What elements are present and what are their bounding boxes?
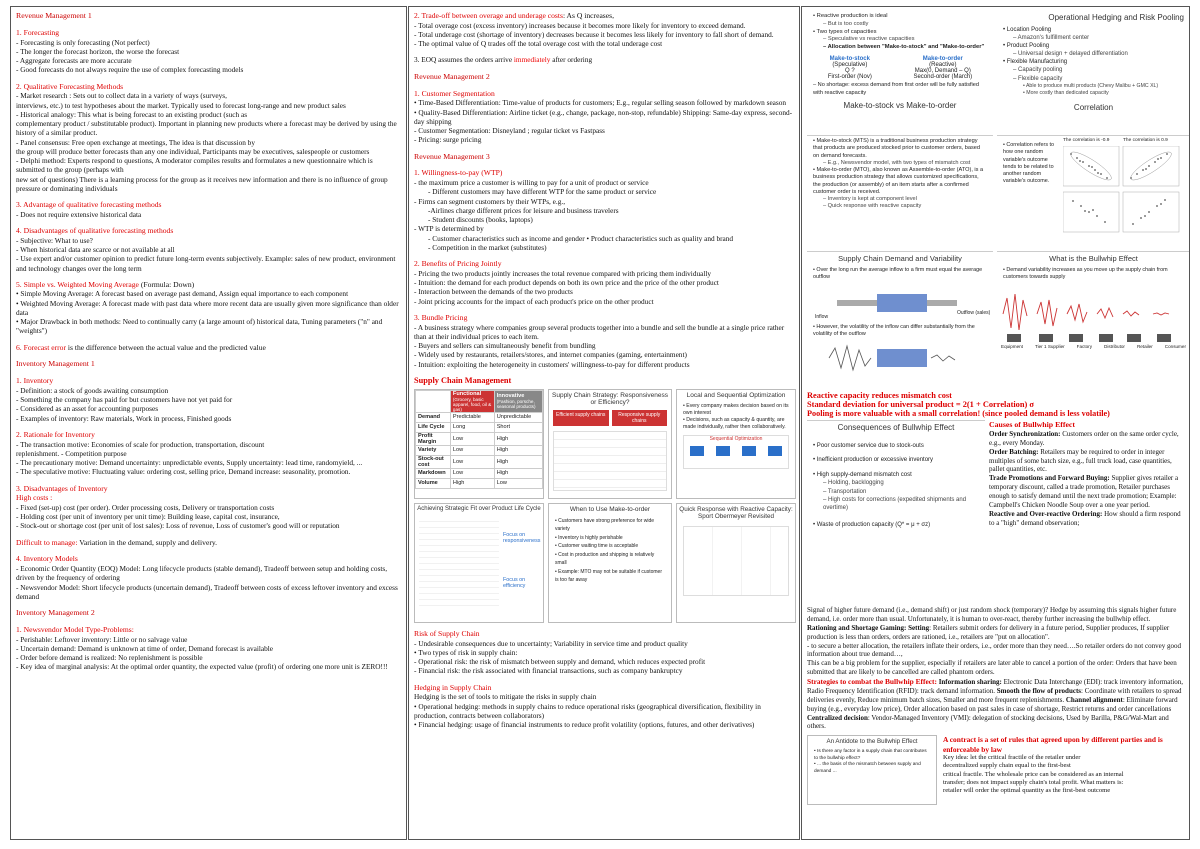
cause-item: Order Batching: Retailers may be required to order in integer multiples of some batch size, e.g., full truck load, case quantities, pallet quantities, etc. — [989, 447, 1172, 474]
section-heading: 2. Benefits of Pricing Jointly — [414, 259, 502, 269]
section-line: - The optimal value of Q trades off the total overage cost with the total underage cost — [414, 39, 663, 49]
max-demand-label: Max(0, Demand – Q) — [914, 68, 971, 75]
cause-item: Reactive and Over-reactive Ordering: How should a firm respond to a "high" demand observation; — [989, 509, 1181, 527]
section-heading: 5. Simple vs. Weighted Moving Average (Formula: Down) — [16, 279, 195, 289]
slide-functional-vs-innovative — [414, 389, 544, 499]
bullwhip-strategies: Strategies to combat the Bullwhip Effect: Information sharing: Electronic Data Interchange (EDI): track inventory information, Radio Frequency Identification (RFID): track demand information. Smooth the flow of products: Coordinate with retailers to spread deliveries evenly, Reduce minimum batch sizes, Smaller and more frequent replenishments. Channel alignment: Eliminate forward buying (e.g., everyday low price), Order allocation based on past sales in case of shortage, Restrict returns and order cancellations Centralized decision: Vendor-Managed Inventory (VMI): delegation of stocking decisions, Used by Barilla, P&G/Wal-Mart and others. — [807, 677, 1184, 731]
lifecycle-text-block — [419, 516, 499, 606]
bold-term: Order Batching: — [989, 447, 1039, 456]
contract-line: critical fractile. The wholesale price can be considered as an internal — [943, 770, 1124, 778]
section-line: - Stock-out or shortage cost (per unit of lost sales): Loss of revenue, Loss of customer's good will or reputation — [16, 521, 340, 531]
q-label: Q ? — [844, 68, 855, 75]
table-cell: Predictable — [450, 412, 494, 422]
col2-section — [414, 89, 794, 145]
section-line: - The transaction motive: Economies of scale for production, transportation, discount — [16, 439, 265, 449]
col2-section — [414, 152, 794, 162]
table-row — [416, 432, 543, 445]
cause-item: This can be a big problem for the supplier, especially if retailers are later able to cancel a portion of the order: Orders that have been submitted that are likely to be cancelled are called phantom orders. — [807, 659, 1177, 677]
col1-section — [16, 376, 401, 423]
section-subheading: High costs : — [16, 493, 53, 503]
responsive-label: Responsive supply chains — [612, 410, 668, 426]
pooling-note: Pooling is more valuable with a small correlation! (since pooled demand is less volatile) — [807, 409, 1110, 418]
section-line: - Use expert and/or customer opinion to predict future long-term events subjectively. Example: sales of new product, environment and technology changes over the long term — [16, 254, 396, 273]
slide-line: • Make-to-stock (MTS) is a traditional business production strategy that products are produced stocked prior to customer orders, based on demand forecasts. — [813, 138, 980, 159]
slide-line: – Capacity pooling — [1013, 67, 1063, 74]
stage-label: Distributor — [1104, 343, 1125, 349]
section-heading: 1. Inventory — [16, 376, 54, 386]
section-line: -Airlines charge different prices for leisure and business travelers — [428, 205, 619, 215]
col1-section — [16, 280, 401, 336]
col1-section — [16, 359, 401, 369]
col2-section — [414, 259, 794, 306]
slide-line: • Two types of capacities — [813, 28, 877, 35]
section-line: - Definition: a stock of goods awaiting consumption — [16, 385, 169, 395]
cause-item: Order Synchronization: Customers order on the same order cycle, e.g., every Monday. — [989, 429, 1179, 447]
table-row — [416, 455, 543, 468]
causes-of-bullwhip — [989, 420, 1184, 606]
make-to-order-label: Make-to-order — [922, 56, 963, 63]
col2-section — [414, 72, 794, 82]
col2-section — [414, 11, 794, 48]
bold-term: Trade Promotions and Forward Buying: — [989, 474, 1110, 483]
heading-suffix: Variation in the demand, supply and delivery. — [77, 537, 218, 547]
slide-line: • Decisions, such as capacity & quantity, are made individually, rather then collaboratively. — [683, 416, 786, 430]
table-cell: Variety — [416, 445, 451, 455]
table-cell: Low — [494, 478, 542, 488]
section-line: - Different customers may have different WTP for the same product or service — [428, 187, 657, 197]
section-line: - Customer Segmentation: Disneyland ; regular ticket vs Fastpass — [414, 126, 605, 136]
section-heading: Inventory Management 2 — [16, 608, 95, 618]
cause-item: Signal of higher future demand (i.e., demand shift) or just random shock (temporary)? Hedge by assuming this signals higher future demand, i.e. order more than usual. Unfortunately, it is human to over-react, thereby further increasing the bullwhip effect. — [807, 606, 1177, 623]
table-cell: Long — [450, 422, 494, 432]
col1-section — [16, 82, 401, 194]
slide-line: • Poor customer service due to stock-outs — [813, 443, 924, 449]
section-heading: 6. Forecast error is the difference between the actual value and the predicted value — [16, 342, 266, 352]
highlight: immediately — [513, 55, 551, 65]
slide-mts-mto-definitions — [807, 135, 993, 247]
table-cell: High — [450, 478, 494, 488]
section-heading: 2. Rationale for Inventory — [16, 429, 95, 439]
section-line: - When historical data are scarce or not available at all — [16, 244, 175, 254]
inflow-label: Inflow — [815, 314, 829, 320]
table-cell: Stock-out cost — [416, 455, 451, 468]
section-line: • Two types of risk in supply chain: — [414, 647, 518, 657]
section-line: interviews, etc.) to test hypotheses about the market. Typically used to forecast long-range and new product sales — [16, 100, 346, 110]
strategy-comparison-table — [553, 431, 667, 491]
section-line: - Interaction between the demands of the two products — [414, 287, 573, 297]
table-cell: Volume — [416, 478, 451, 488]
slide-strategic-fit — [414, 503, 544, 623]
section-heading: Inventory Management 1 — [16, 359, 95, 369]
contract-line: transfer; does not impact supply chain's total profit. What matters is: — [943, 779, 1124, 787]
section-line: - Historical analogy: This what is being forecast to an existing product (such as — [16, 109, 248, 119]
causes-title: Causes of Bullwhip Effect — [989, 420, 1075, 429]
pooling-notes — [807, 391, 1184, 418]
contract-title: A contract is a set of rules that agreed upon by different parties and is enforceable by law — [943, 735, 1163, 754]
section-heading: 3. Disadvantages of Inventory — [16, 483, 108, 493]
table-cell: Short — [494, 422, 542, 432]
slide-demand-variability — [807, 251, 993, 387]
col1-section — [16, 608, 401, 618]
strategy-term: Channel alignment — [1065, 695, 1123, 704]
section-line: - Perishable: Leftover inventory: Little or no salvage value — [16, 634, 188, 644]
slide-line: • Inefficient production or excessive inventory — [813, 457, 934, 464]
slide-line: – Transportation — [823, 488, 867, 495]
section-line: - Intuition: exploiting the heterogeneity in customers' willingness-to-pay for different products — [414, 359, 690, 369]
column-3 — [801, 6, 1190, 840]
correlation-title: Correlation — [1073, 102, 1114, 112]
section-line: the group will produce better forecasts than any one individual, Participants may be executives, salespeople or customers — [16, 146, 370, 156]
stage-label: Tier 1 Supplier — [1034, 343, 1065, 349]
section-line: - Aggregate forecasts are more accurate — [16, 56, 132, 66]
section-line: - The longer the forecast horizon, the worse the forecast — [16, 46, 180, 56]
slide-title: Supply Chain Strategy: Responsiveness or Efficiency? — [552, 391, 668, 406]
table-cell: Low — [450, 468, 494, 478]
slide-line: • Cost in production and shipping is relatively small — [555, 551, 655, 567]
header-functional: Functional (Grocery, basic apparel, food, oil & gas) — [450, 390, 494, 412]
col1-section — [16, 343, 401, 353]
slide-title: An Antidote to the Bullwhip Effect — [826, 738, 918, 746]
column-1 — [10, 6, 407, 840]
functional-innovative-table — [415, 390, 543, 489]
strategies-title: Strategies to combat the Bullwhip Effect: — [807, 677, 937, 686]
column-2-bottom-notes — [414, 629, 794, 729]
first-order-label: First-order (Nov) — [827, 74, 872, 81]
correlation-label-negative: The correlation is -0.9 — [1063, 138, 1110, 143]
col2b-section — [414, 629, 794, 676]
section-heading: 1. Willingness-to-pay (WTP) — [414, 168, 503, 178]
section-line: - Considered as an asset for accounting purposes — [16, 404, 159, 414]
slide-line: – But is too costly — [823, 20, 869, 27]
slide-line: • Flexible Manufacturing — [1003, 59, 1068, 66]
strategy-term: Centralized decision — [807, 713, 868, 722]
reactive-capacity-note: Reactive capacity reduces mismatch cost — [807, 391, 952, 400]
col1-section — [16, 11, 401, 21]
section-heading: 2. Trade-off between overage and underage costs: As Q increases, — [414, 11, 614, 20]
section-line: - Pricing: surge pricing — [414, 135, 482, 145]
section-line: • Weighted Moving Average: A forecast made with past data where more recent data are usually given more significance than older data — [16, 298, 399, 317]
table-cell: High — [494, 445, 542, 455]
table-cell: Low — [450, 432, 494, 445]
section-line: new set of questions) There is a learning process for the group as it receives new information and there is no influence of group pressure or dominating individuals — [16, 174, 388, 193]
slide-bullwhip — [997, 251, 1190, 387]
strategy-term: Smooth the flow of products — [996, 686, 1081, 695]
slide-line: • Location Pooling — [1003, 27, 1052, 33]
section-heading: 1. Forecasting — [16, 27, 60, 37]
section-line: - Does not require extensive historical data — [16, 209, 142, 219]
bold-term: Reactive and Over-reactive Ordering: — [989, 509, 1103, 518]
stage-label: Factory — [1076, 343, 1092, 349]
slide-line: – Universal design + delayed differentiation — [1013, 51, 1128, 58]
slide-quick-response — [676, 503, 796, 623]
bold-term: Rationing and Shortage Gaming: Setting — [807, 623, 930, 632]
section-heading: Revenue Management 2 — [414, 71, 490, 81]
table-row — [416, 468, 543, 478]
heading-suffix: : As Q increases, — [562, 11, 614, 20]
slide-capacity-types — [807, 11, 993, 131]
heading-suffix: is the difference between the actual value and the predicted value — [65, 342, 266, 352]
section-line: replenishment. - Competition purpose — [16, 448, 127, 458]
section-line: - Market research : Sets out to collect data in a variety of ways (surveys, — [16, 91, 227, 101]
col2-section — [414, 168, 794, 252]
sequential-optimization-diagram: Sequential Optimization — [683, 435, 789, 469]
stage-label: Consumer — [1164, 343, 1186, 349]
table-cell: Life Cycle — [416, 422, 451, 432]
efficient-label: Efficient supply chains — [553, 410, 609, 426]
section-line: - Financial risk: the risk associated with financial transactions, such as company bankruptcy — [414, 666, 683, 676]
slide-line: – Amazon's fulfillment center — [1013, 35, 1090, 42]
section-line: - Key idea of marginal analysis: At the optimal order quantity, the expected value (profit) of ordering one more unit is ZERO!!! — [16, 662, 388, 672]
stage-label: Equipment — [1001, 343, 1023, 349]
slide-line: – Flexible capacity — [1013, 75, 1063, 82]
slide-line: • Product Pooling — [1003, 43, 1050, 50]
quick-response-diagram — [683, 526, 789, 596]
standard-deviation-note: Standard deviation for universal product = 2(1 + Correlation) σ — [807, 400, 1034, 409]
slide-line: • Able to produce multi products (Chevy Malibu + GMC XL) — [1023, 82, 1159, 89]
section-line: - A business strategy where companies group several products together into a bundle and sell the bundle at a single price rather than at their individual prices to each item. — [414, 322, 785, 341]
slide-title: What is the Bullwhip Effect — [1049, 254, 1138, 263]
firm-label: Firm — [895, 314, 905, 320]
contract-line: decentralized supply chain equal to the first-best — [943, 762, 1071, 770]
bold-term: Order Synchronization: — [989, 429, 1061, 438]
no-shortage-line: – No shortage: excess demand from first order will be fully satisfied with reactive capacity — [813, 82, 980, 96]
slide-line: – Inventory is kept at component level — [823, 196, 917, 203]
section-line: • Financial hedging: usage of financial instruments to reduce profit volatility (options, futures, and other derivatives) — [414, 720, 755, 730]
slide-line: • Example: MTO may not be suitable if customer is too far away — [555, 568, 662, 584]
slide-title: Local and Sequential Optimization — [686, 391, 786, 399]
section-line: - Buyers and sellers can simultaneously benefit from bundling — [414, 341, 596, 351]
section-line: • Operational hedging: methods in supply chains to reduce operational risks (geographical diversification, flexibility in production, contracts between collaborators) — [414, 701, 761, 720]
second-order-label: Second-order (March) — [913, 74, 973, 81]
section-line: - Fixed (set-up) cost (per order). Order processing costs, Delivery or transportation costs — [16, 502, 275, 512]
section-heading: 3. Bundle Pricing — [414, 312, 468, 322]
section-line: - Panel consensus: Free open exchange at meetings, The idea is that discussion by — [16, 137, 255, 147]
table-cell: Unpredictable — [494, 412, 542, 422]
section-line: - Economic Order Quantity (EOQ) Model: Long lifecycle products (stable demand), Tradeoff between setup and holding costs, driven by the frequency of ordering — [16, 564, 388, 583]
slide-title: Quick Response with Reactive Capacity: Sport Obermeyer Revisited — [679, 505, 793, 520]
col1-section — [16, 28, 401, 75]
section-line: - Uncertain demand: Demand is unknown at time of order, Demand forecast is available — [16, 643, 274, 653]
col1-section — [16, 200, 401, 219]
contracts-section — [807, 735, 1184, 805]
table-cell: High — [494, 455, 542, 468]
slide-line: • Over the long run the average inflow to a firm must equal the average outflow — [813, 267, 983, 281]
col2-section — [414, 55, 794, 64]
section-line: - Delphi method: Experts respond to questions, A moderator compiles results and formulates a new questionnaire which is submitted to the group (perhaps with — [16, 156, 373, 175]
slide-line: – Speculative vs reactive capacities — [823, 36, 915, 43]
table-row — [416, 412, 543, 422]
slide-local-sequential — [676, 389, 796, 499]
slide-line: • Correlation refers to how one random variable's outcome tends to be related to another random variable's outcome. — [1003, 142, 1055, 185]
section-line: - Pricing the two products jointly increases the total revenue compared with pricing them individually — [414, 268, 712, 278]
table-row — [416, 445, 543, 455]
section-line: - Competition in the market (substitutes) — [428, 242, 547, 252]
make-to-stock-label: Make-to-stock — [829, 56, 870, 63]
section-line: - Order before demand is realized: No replenishment is possible — [16, 653, 203, 663]
stage-label: Retailer — [1136, 343, 1153, 349]
header-innovative: Innovative (Fashion, porsche, seasonal products) — [494, 390, 542, 412]
section-heading: Revenue Management 3 — [414, 151, 490, 161]
section-line: - Joint pricing accounts for the impact of each product's price on the other product — [414, 296, 654, 306]
section-line: - Holding cost (per unit of inventory per unit time): Building lease, capital cost, insurance, — [16, 512, 280, 522]
column-2-top-notes — [414, 11, 794, 369]
slide-line: • However, the volatility of the inflow can differ substantially from the volatility of the outflow — [813, 323, 975, 337]
slide-line: • More costly than dedicated capacity — [1023, 89, 1109, 96]
slide-line: • Customer waiting time is acceptable — [555, 543, 639, 550]
heading-suffix: (Formula: Down) — [138, 279, 195, 289]
slide-line: • Every company makes decision based on its own interest — [683, 402, 789, 416]
table-cell: Demand — [416, 412, 451, 422]
section-heading: 2. Qualitative Forecasting Methods — [16, 81, 124, 91]
section-line: - Intuition: the demand for each product depends on both its own price and the price of the other product — [414, 278, 719, 288]
bullwhip-diagram — [997, 284, 1190, 344]
section-line: - Undesirable consequences due to uncertainty; Variability in service time and product quality — [414, 638, 688, 648]
slide-title: Make-to-stock vs Make-to-order — [843, 101, 957, 111]
section-heading: Hedging in Supply Chain — [414, 682, 492, 692]
col1-section — [16, 226, 401, 273]
table-cell: Low — [450, 455, 494, 468]
slide-operational-hedging — [997, 11, 1190, 131]
slide-grid-top — [807, 11, 1184, 389]
section-heading: 3. Advantage of qualitative forecasting methods — [16, 200, 162, 210]
section-line: - Something the company has paid for but customers have not yet paid for — [16, 395, 233, 405]
cause-item: Rationing and Shortage Gaming: Setting: Retailers submit orders for delivery in a future period, Supplier produces, If supplier production is less than orders, orders are rationed, i.e., retailers are "put on allocation". — [807, 623, 1170, 641]
col1-section — [16, 625, 401, 672]
contract-line: Key idea: let the critical fractile of the retailer under — [943, 754, 1081, 762]
section-line: - The precautionary motive: Demand uncertainty: unpredictable events, Supply uncertainty: lead time, randomyield, ... — [16, 458, 363, 468]
table-cell: High — [494, 432, 542, 445]
col1-section — [16, 484, 401, 531]
strategy-term: Information sharing: — [936, 678, 1002, 686]
correlation-scatter-plots — [1063, 146, 1181, 236]
section-line: - Operational risk: the risk of mismatch between supply and demand, which reduces expected profit — [414, 657, 706, 667]
slide-line: • Inventory is highly perishable — [555, 534, 623, 541]
slide-consequences — [807, 420, 985, 606]
table-cell: Profit Margin — [416, 432, 451, 445]
col2b-section — [414, 683, 794, 730]
slide-line: – Holding, backlogging — [823, 480, 884, 487]
contract-line: retailer will order the optimal quantity as the first-best outcome — [943, 787, 1111, 795]
slide-title: When to Use Make-to-order — [569, 505, 651, 513]
col1-section — [16, 538, 401, 548]
section-line: demand — [16, 591, 40, 601]
cause-item: Trade Promotions and Forward Buying: Supplier gives retailer a temporary discount, called a trade promotion, Retailer purchases enough to satisfy demand until the next trade promotion; Example: Campbell's Chicken Noodle Soup over a one year period. — [989, 474, 1179, 509]
slide-responsiveness-efficiency — [548, 389, 672, 499]
section-line: - Widely used by restaurants, retailers/stores, and internet companies (gaming, entertainment) — [414, 350, 687, 360]
slide-line: – High costs for corrections (expedited shipments and overtime) — [823, 496, 967, 512]
slide-line: • Demand variability increases as you move up the supply chain from customers towards supply — [1003, 267, 1168, 281]
slide-line: – Quick response with reactive capacity — [823, 203, 922, 210]
section-heading: Risk of Supply Chain — [414, 628, 480, 638]
section-line: • Major Drawback in both methods: Need to continually carry (a large amount of) historical data, Tuning parameters ("n" and "weights") — [16, 317, 383, 336]
slide-line: • Make-to-order (MTO), also known as Assemble-to-order (ATO), is a business production strategy that allows customized specifications, the production (or assembly) of an item starts after a confirmed customer order is received. — [813, 167, 984, 195]
slide-antidote — [807, 735, 937, 805]
slide-line: – E.g., Newsvendor model, with two types of mismatch cost — [823, 159, 971, 166]
section-line: - Total overage cost (excess inventory) increases because it becomes more likely for inventory to exceed demand. — [414, 20, 746, 30]
section-heading: 1. Newsvendor Model Type-Problems: — [16, 624, 134, 634]
table-row — [416, 478, 543, 488]
bullwhip-consequences-causes — [807, 420, 1184, 606]
focus-responsiveness: Focus on responsiveness — [503, 532, 541, 545]
section-line: 3. EOQ assumes the orders arrive immediately after ordering — [414, 55, 593, 65]
section-line: - Subjective: What to use? — [16, 235, 93, 245]
section-line: - Customer characteristics such as income and gender • Product characteristics such as quality and brand — [428, 233, 734, 243]
section-line: - Total underage cost (shortage of inventory) decreases because it becomes less likely for inventory to fall short of demand. — [414, 29, 774, 39]
slide-line: • Is there any factor in a supply chain that contributes to the bullwhip effect? — [814, 749, 927, 761]
section-line: - Firms can segment customers by their WTPs, e.g., — [414, 196, 566, 206]
bullwhip-stage-labels — [997, 344, 1190, 349]
section-line: • Time-Based Differentiation: Time-value of products for customers; E.g., regular selling season followed by markdown season — [414, 98, 787, 108]
slide-when-mto — [548, 503, 672, 623]
section-line: - Examples of inventory: Raw materials, Work in process, Finished goods — [16, 413, 232, 423]
slide-title: Consequences of Bullwhip Effect — [837, 423, 955, 432]
section-line: - the maximum price a customer is willing to pay for a unit of product or service — [414, 178, 649, 188]
flow-diagram-2 — [807, 340, 993, 376]
section-line: • Simple Moving Average: A forecast based on average past demand, Assign equal importance to each component — [16, 289, 349, 299]
section-line: • Quality-Based Differentiation: Airline ticket (e.g., change, package, non-stop, refundable) Shipping: Same-day express, second-day shipping — [414, 107, 793, 126]
slide-line: • Waste of production capacity (Q* = μ + σz) — [813, 521, 931, 528]
cause-item: - to secure a better allocation, the retailers inflate their orders, i.e., order more than they need….So retailer orders do not convey good information about true demand…, — [807, 641, 1181, 659]
causes-continued — [807, 606, 1184, 677]
section-line: - Good forecasts do not always require the use of complex forecasting models — [16, 65, 244, 75]
speculative-label: (Speculative) — [832, 62, 868, 69]
section-heading: Revenue Management 1 — [16, 11, 92, 20]
table-cell: Markdown — [416, 468, 451, 478]
slide-line: – Allocation between "Make-to-stock" and "Make-to-order" — [823, 44, 985, 51]
correlation-label-positive: The correlation is 0.9 — [1123, 138, 1168, 143]
supply-chain-slide-grid — [414, 389, 794, 625]
slide-title: Achieving Strategic Fit over Product Life Cycle — [417, 505, 541, 512]
section-line: - Forecasting is only forecasting (Not perfect) — [16, 37, 150, 47]
table-cell: Low — [450, 445, 494, 455]
table-cell: High — [494, 468, 542, 478]
focus-efficiency: Focus on efficiency — [503, 577, 526, 590]
slide-title: Supply Chain Demand and Variability — [838, 254, 962, 263]
slide-line: • Customers have strong preference for wide variety — [555, 517, 655, 533]
slide-line: • High supply-demand mismatch cost — [813, 471, 912, 478]
section-heading: 4. Disadvantages of qualitative forecasting methods — [16, 226, 174, 236]
section-heading: 4. Inventory Models — [16, 554, 78, 564]
col1-section — [16, 554, 401, 601]
slide-correlation — [997, 135, 1190, 247]
section-heading: 1. Customer Segmentation — [414, 88, 495, 98]
col2-section — [414, 313, 794, 369]
section-line: - WTP is determined by — [414, 224, 484, 234]
outflow-label: Outflow (sales) — [957, 310, 991, 316]
section-heading: Difficult to manage: Variation in the demand, supply and delivery. — [16, 537, 218, 547]
section-line: Hedging is the set of tools to mitigate the risks in supply chain — [414, 692, 597, 702]
section-line: - Newsvendor Model: Short lifecycle products (uncertain demand), Tradeoff between costs of excess leftover inventory and excess — [16, 582, 398, 592]
section-line: complementary product / substitutable product). Important in planning new products where a forecast may be derived by using the history of a similar product. — [16, 119, 397, 138]
table-row — [416, 422, 543, 432]
slide-line: • ... the basis of the mismatch between supply and demand ... — [814, 762, 921, 774]
slide-line: • Reactive production is ideal — [813, 13, 888, 19]
section-line: - The speculative motive: Fluctuating value: ordering cost, selling price, Demand increase: seasonality, promotion. — [16, 467, 351, 477]
reactive-label: (Reactive) — [929, 62, 957, 69]
column-2 — [408, 6, 800, 840]
supply-chain-management-title: Supply Chain Management — [414, 375, 512, 385]
slide-title: Operational Hedging and Risk Pooling — [1048, 13, 1184, 22]
section-line: - Student discounts (books, laptops) — [428, 215, 533, 225]
col1-section — [16, 430, 401, 477]
